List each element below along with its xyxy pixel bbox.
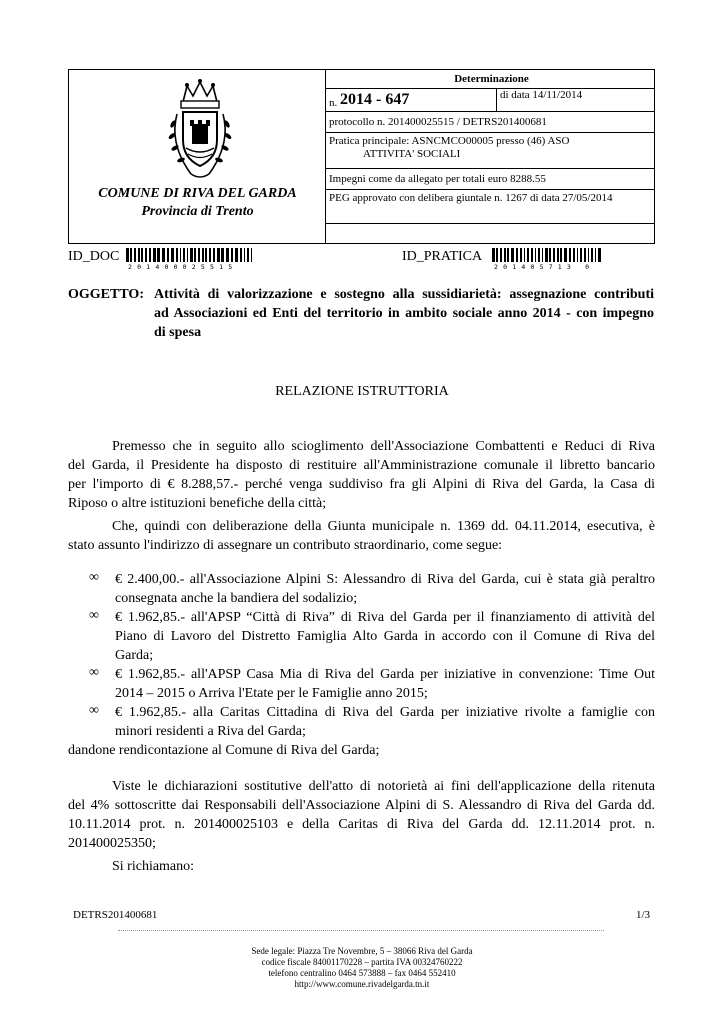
- id-doc-label: ID_DOC: [68, 249, 120, 264]
- list-item: [115, 608, 655, 665]
- oggetto-label: OGGETTO:: [68, 287, 144, 302]
- list-item-line: consegnata anche la bandiera del sodalizio;: [115, 591, 358, 606]
- infinity-bullet-icon: ∞: [89, 608, 99, 623]
- coat-of-arms-logo: [161, 74, 239, 188]
- footer-doc-code: DETRS201400681: [73, 909, 158, 921]
- footer-divider: [118, 930, 604, 931]
- list-item: [115, 665, 655, 703]
- list-item-line: Piano di Lavoro del Distretto Famiglia Alto Garda in accordo con il Comune di Riva del: [115, 629, 655, 644]
- list-item-line: € 1.962,85.- all'APSP Casa Mia di Riva del Garda per iniziative in convenzione: Time Out: [115, 667, 655, 682]
- relazione-heading: RELAZIONE ISTRUTTORIA: [275, 384, 449, 399]
- premesso-line-4: Riposo o altre istituzioni benefiche della città;: [68, 496, 327, 511]
- dandone-line: dandone rendicontazione al Comune di Riva del Garda;: [68, 743, 380, 758]
- determinazione-date: di data 14/11/2014: [496, 89, 653, 111]
- list-item-line: € 1.962,85.- all'APSP “Città di Riva” di Riva del Garda per il finanziamento di attività del: [115, 610, 655, 625]
- list-item: [115, 703, 655, 741]
- footer-codice-fiscale: codice fiscale 84001170228 – partita IVA 00324760222: [261, 957, 463, 967]
- premesso-line-1: Premesso che in seguito allo scioglimento dell'Associazione Combattenti e Reduci di Riva: [112, 439, 655, 454]
- footer-telefono: telefono centralino 0464 573888 – fax 0464 552410: [268, 968, 456, 978]
- comune-name: COMUNE DI RIVA DEL GARDA: [98, 186, 297, 201]
- impegni-row: Impegni come da allegato per totali euro 8288.55: [326, 169, 654, 190]
- id-pratica-label: ID_PRATICA: [402, 249, 483, 264]
- si-richiamano: Si richiamano:: [112, 859, 195, 874]
- header-box: [68, 69, 655, 244]
- footer-sede: Sede legale: Piazza Tre Novembre, 5 – 38066 Riva del Garda: [251, 946, 473, 956]
- determinazione-number-row: [326, 89, 654, 112]
- oggetto-line-3: di spesa: [154, 325, 202, 340]
- viste-line-1: Viste le dichiarazioni sostitutive dell'atto di notorietà ai fini dell'applicazione della ritenuta: [112, 779, 655, 794]
- oggetto-line-1: Attività di valorizzazione e sostegno alla sussidiarietà: assegnazione contributi: [154, 287, 654, 302]
- id-doc-barcode: [126, 248, 256, 262]
- infinity-bullet-icon: ∞: [89, 703, 99, 718]
- pratica-row: [326, 133, 654, 169]
- list-item-line: 2014 – 2015 o Arriva l'Etate per le Famiglie anno 2015;: [115, 686, 428, 701]
- oggetto-line-2: ad Associazioni ed Enti del territorio in ambito sociale anno 2014 - con impegno: [154, 306, 654, 321]
- list-item-line: € 2.400,00.- all'Associazione Alpini S: Alessandro di Riva del Garda, cui è stata già peraltro: [115, 572, 655, 587]
- list-item-line: minori residenti a Riva del Garda;: [115, 724, 306, 739]
- viste-line-4: 201400025350;: [68, 836, 156, 851]
- provincia-name: Provincia di Trento: [141, 204, 254, 219]
- id-doc-digits: 201400025515: [128, 263, 238, 271]
- premesso-line-3: per l'importo di € 8.288,57.- perché venga suddiviso fra gli Alpini di Riva del Garda, la Casa di: [68, 477, 655, 492]
- footer-website: http://www.comune.rivadelgarda.tn.it: [294, 979, 430, 989]
- paragraph-viste: [68, 777, 655, 853]
- list-item-line: € 1.962,85.- alla Caritas Cittadina di Riva del Garda per iniziative rivolte a famiglie con: [115, 705, 655, 720]
- che-quindi-line-1: Che, quindi con deliberazione della Giunta municipale n. 1369 dd. 04.11.2014, esecutiva, è: [112, 519, 655, 534]
- id-pratica-digits: 201405713 0: [494, 263, 595, 271]
- header-left-cell: [69, 70, 326, 243]
- che-quindi-line-2: stato assunto l'indirizzo di assegnare un contributo straordinario, come segue:: [68, 538, 503, 553]
- paragraph-premesso: [68, 437, 655, 513]
- id-pratica-barcode: [492, 248, 604, 262]
- viste-line-3: 10.11.2014 prot. n. 201400025103 e della Caritas di Riva del Garda dd. 12.11.2014 prot. n.: [68, 817, 655, 832]
- peg-row: PEG approvato con delibera giuntale n. 1267 di data 27/05/2014: [326, 190, 654, 224]
- determinazione-title: Determinazione: [326, 70, 654, 89]
- list-item: [115, 570, 655, 608]
- pratica-line-2: ATTIVITA' SOCIALI: [363, 148, 461, 160]
- list-item-line: Garda;: [115, 648, 154, 663]
- infinity-bullet-icon: ∞: [89, 665, 99, 680]
- determinazione-number: 2014 - 647: [340, 91, 410, 108]
- infinity-bullet-icon: ∞: [89, 570, 99, 585]
- number-prefix: n.: [329, 97, 338, 109]
- footer-address: [0, 946, 724, 990]
- premesso-line-2: del Garda, il Presidente ha disposto di restituire all'Amministrazione comunale il libretto bancario: [68, 458, 655, 473]
- paragraph-che-quindi: [68, 517, 655, 555]
- viste-line-2: del 4% sottoscritte dai Responsabili dell'Associazione Alpini di S. Alessandro di Riva del Garda dd.: [68, 798, 655, 813]
- empty-row: [326, 224, 654, 243]
- page-number: 1/3: [636, 909, 651, 921]
- pratica-line-1: Pratica principale: ASNCMCO00005 presso (46) ASO: [329, 135, 570, 147]
- protocollo-row: protocollo n. 201400025515 / DETRS201400681: [326, 112, 654, 133]
